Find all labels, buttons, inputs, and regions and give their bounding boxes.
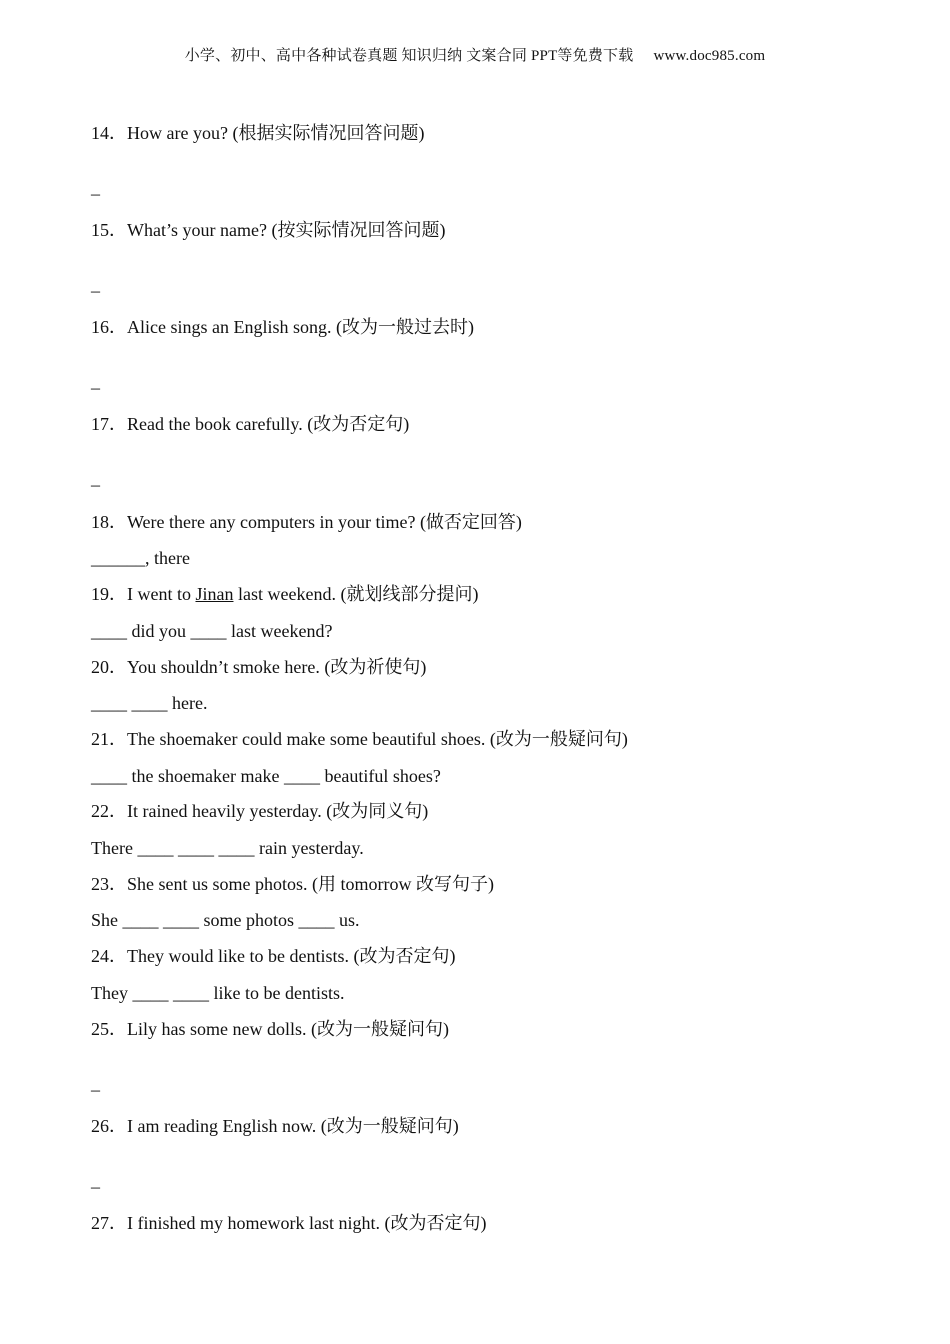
answer-16: _ xyxy=(91,371,100,391)
underlined-word: Jinan xyxy=(195,584,234,604)
question-25 xyxy=(91,1018,449,1040)
question-number: 24． xyxy=(91,946,127,966)
question-number: 17． xyxy=(91,414,127,434)
question-number: 21． xyxy=(91,729,127,749)
question-text: How are you? (根据实际情况回答问题) xyxy=(127,123,425,143)
question-22 xyxy=(91,800,428,822)
question-text: Alice sings an English song. (改为一般过去时) xyxy=(127,317,474,337)
answer-15: _ xyxy=(91,274,100,294)
question-text: I am reading English now. (改为一般疑问句) xyxy=(127,1116,459,1136)
question-14 xyxy=(91,122,424,144)
header-text: 小学、初中、高中各种试卷真题 知识归纳 文案合同 PPT等免费下载 xyxy=(184,48,634,64)
answer-24: They ____ ____ like to be dentists. xyxy=(91,983,345,1003)
answer-25: _ xyxy=(91,1073,100,1093)
question-24 xyxy=(91,945,455,967)
answer-23: She ____ ____ some photos ____ us. xyxy=(91,910,360,930)
question-number: 16． xyxy=(91,317,127,337)
question-15 xyxy=(91,219,445,241)
question-16 xyxy=(91,316,474,338)
question-21 xyxy=(91,728,628,750)
question-text: They would like to be dentists. (改为否定句) xyxy=(127,946,456,966)
question-19 xyxy=(91,583,478,605)
answer-26: _ xyxy=(91,1170,100,1190)
question-20 xyxy=(91,656,426,678)
question-text: I finished my homework last night. (改为否定句) xyxy=(127,1213,487,1233)
question-text: It rained heavily yesterday. (改为同义句) xyxy=(127,801,429,821)
page-header xyxy=(0,44,950,65)
question-number: 18． xyxy=(91,512,127,532)
question-text: The shoemaker could make some beautiful shoes. (改为一般疑问句) xyxy=(127,729,628,749)
answer-14: _ xyxy=(91,177,100,197)
question-23 xyxy=(91,873,494,895)
question-17 xyxy=(91,413,409,435)
question-18 xyxy=(91,511,522,533)
question-text: Were there any computers in your time? (做否定回答) xyxy=(127,512,522,532)
answer-17: _ xyxy=(91,468,100,488)
question-text: Read the book carefully. (改为否定句) xyxy=(127,414,410,434)
question-number: 25． xyxy=(91,1019,127,1039)
question-number: 15． xyxy=(91,220,127,240)
question-text: What’s your name? (按实际情况回答问题) xyxy=(127,220,446,240)
question-text-end: last weekend. (就划线部分提问) xyxy=(233,584,479,604)
question-text: You shouldn’t smoke here. (改为祈使句) xyxy=(127,657,427,677)
answer-18: ______, there xyxy=(91,548,190,568)
header-site-link[interactable]: www.doc985.com xyxy=(653,48,766,64)
question-number: 20． xyxy=(91,657,127,677)
question-number: 26． xyxy=(91,1116,127,1136)
question-text: She sent us some photos. (用 tomorrow 改写句子) xyxy=(127,874,494,894)
question-26 xyxy=(91,1115,459,1137)
question-number: 19． xyxy=(91,584,127,604)
answer-21: ____ the shoemaker make ____ beautiful shoes? xyxy=(91,766,441,786)
question-number: 22． xyxy=(91,801,127,821)
question-27 xyxy=(91,1212,486,1234)
question-text-start: I went to xyxy=(127,584,196,604)
answer-19: ____ did you ____ last weekend? xyxy=(91,621,333,641)
question-text: Lily has some new dolls. (改为一般疑问句) xyxy=(127,1019,449,1039)
answer-22: There ____ ____ ____ rain yesterday. xyxy=(91,838,364,858)
answer-20: ____ ____ here. xyxy=(91,693,208,713)
question-number: 23． xyxy=(91,874,127,894)
question-number: 27． xyxy=(91,1213,127,1233)
question-number: 14． xyxy=(91,123,127,143)
